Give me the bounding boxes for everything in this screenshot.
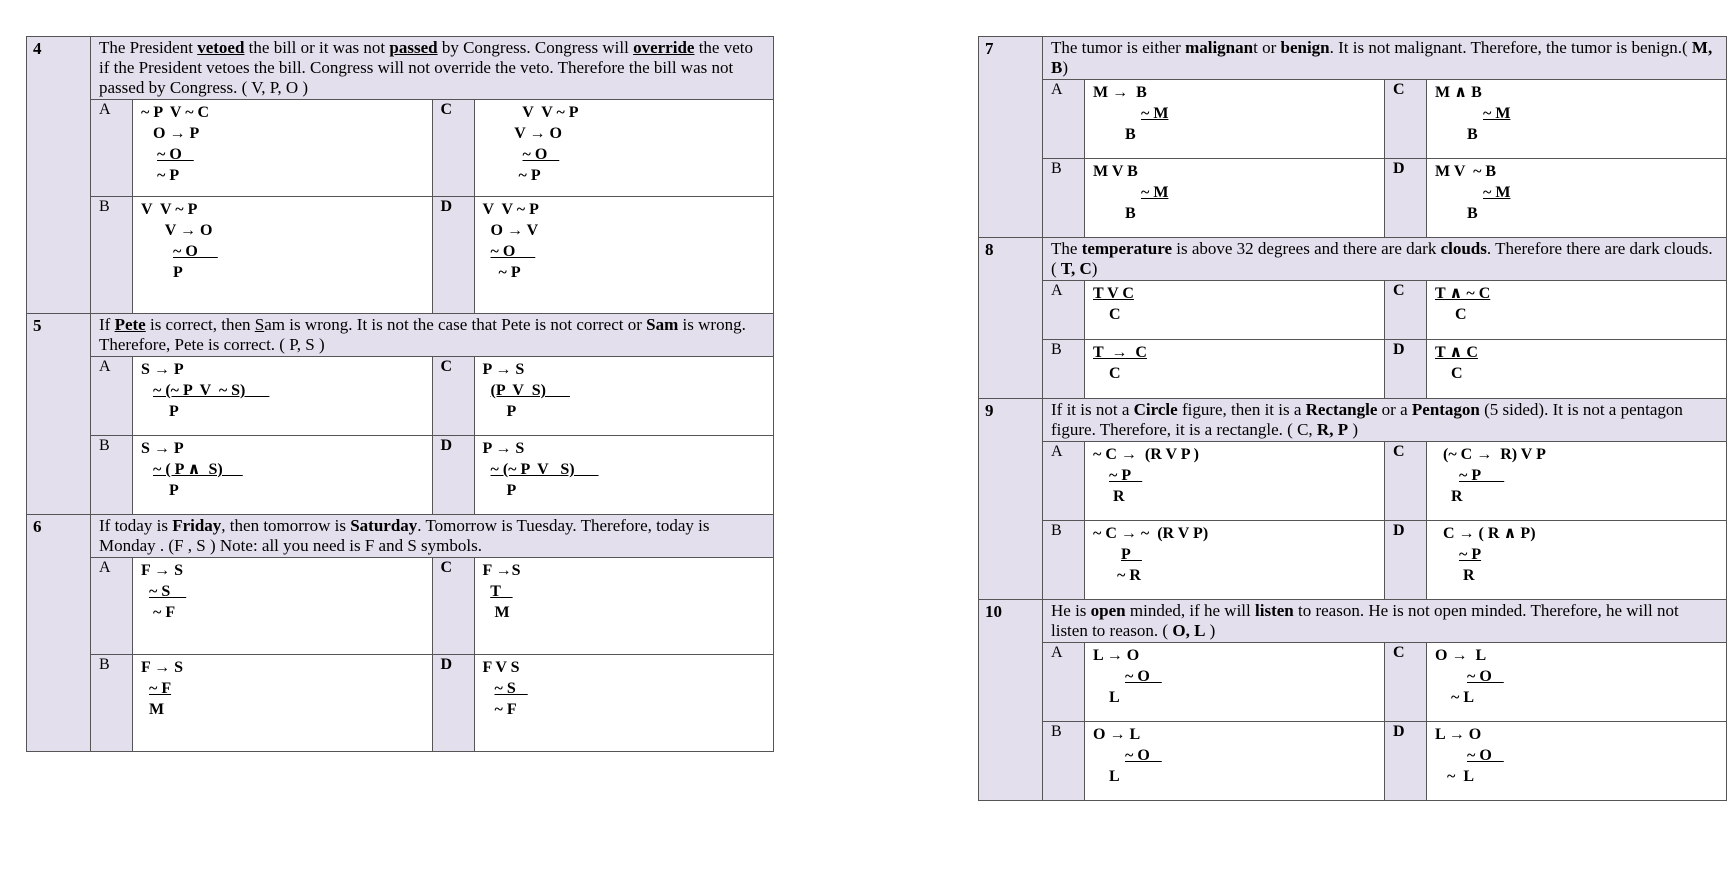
argument-line: ~ (~ P V ~ S) (153, 382, 270, 399)
option-letter: A (1043, 643, 1085, 721)
argument-line: S → P (141, 440, 184, 457)
answer-option-a[interactable] (1043, 643, 1384, 721)
answer-option-b[interactable] (91, 655, 432, 751)
answer-option-d[interactable] (1384, 340, 1726, 398)
option-letter: D (1385, 340, 1427, 398)
argument-line: ~ P (1459, 467, 1505, 484)
argument-line: O → L (1435, 647, 1487, 664)
option-letter: B (91, 655, 133, 751)
option-letter: A (1043, 442, 1085, 520)
argument-line: ~ P (1459, 546, 1482, 563)
argument-line: V → O (141, 222, 213, 239)
argument-line: O → V (482, 222, 539, 239)
argument-line: R (1435, 567, 1475, 584)
argument-form (1427, 159, 1726, 237)
argument-line: O → L (1093, 726, 1141, 743)
answer-option-b[interactable] (91, 197, 432, 313)
argument-line: O → P (141, 125, 200, 142)
question-number: 9 (979, 399, 1043, 599)
argument-form (1085, 340, 1384, 398)
question-stem: The tumor is either malignant or benign. It is not malignant. Therefore, the tumor is benign.( M, B) (1043, 37, 1726, 80)
option-letter: D (1385, 159, 1427, 237)
question-6 (26, 514, 774, 752)
answer-option-d[interactable] (432, 197, 774, 313)
option-letter: A (1043, 281, 1085, 339)
argument-line: P (482, 482, 517, 499)
answer-option-c[interactable] (1384, 643, 1726, 721)
option-letter: B (1043, 340, 1085, 398)
answer-option-d[interactable] (432, 436, 774, 514)
argument-line: B (1435, 205, 1478, 222)
answer-option-c[interactable] (432, 100, 774, 196)
answer-option-a[interactable] (91, 357, 432, 435)
argument-line: (P V S) (490, 382, 570, 399)
argument-line: T (490, 583, 513, 600)
argument-line: ~ O (490, 243, 536, 260)
argument-line: P (141, 264, 183, 281)
question-stem: The President vetoed the bill or it was not passed by Congress. Congress will override the veto if the President vetoes the bill. Congress will not override the veto. Therefore the bill was not passed by Congress. ( V, P, O ) (91, 37, 773, 100)
argument-form (475, 655, 774, 751)
question-4 (26, 36, 774, 313)
option-letter: C (433, 357, 475, 435)
argument-line: V V ~ P (482, 104, 579, 121)
argument-form (1427, 281, 1726, 339)
argument-line: (~ C → R) V P (1435, 446, 1546, 463)
question-number: 10 (979, 600, 1043, 800)
argument-line: L → O (1093, 647, 1140, 664)
question-stem: If today is Friday, then tomorrow is Saturday. Tomorrow is Tuesday. Therefore, today is Monday . (F , S ) Note: all you need is F and S symbols. (91, 515, 773, 558)
question-stem: If Pete is correct, then Sam is wrong. It is not the case that Pete is not correct or Sam is wrong. Therefore, Pete is correct. ( P, S ) (91, 314, 773, 357)
argument-line: ~ O (157, 146, 194, 163)
argument-line: B (1435, 126, 1478, 143)
option-letter: B (91, 436, 133, 514)
argument-line: ~ C → (R V P ) (1093, 446, 1199, 463)
argument-line: L → O (1435, 726, 1482, 743)
argument-form (133, 197, 432, 313)
argument-line: V V ~ P (482, 201, 539, 218)
argument-form (1427, 521, 1726, 599)
answer-option-c[interactable] (1384, 442, 1726, 520)
argument-line: ~ O (1467, 668, 1504, 685)
argument-form (133, 655, 432, 751)
answer-option-a[interactable] (1043, 281, 1384, 339)
argument-line: T ∧ ~ C (1435, 285, 1491, 302)
argument-line: M V B (1093, 163, 1138, 180)
argument-line: M (482, 604, 510, 621)
option-letter: B (1043, 521, 1085, 599)
question-number: 4 (27, 37, 91, 313)
right-question-column (978, 36, 1727, 801)
option-letter: D (433, 436, 475, 514)
argument-form (475, 436, 774, 514)
argument-line: ~ S (494, 680, 528, 697)
argument-line: R (1435, 488, 1463, 505)
answer-option-b[interactable] (91, 436, 432, 514)
argument-line: M (141, 701, 165, 718)
option-letter: D (433, 197, 475, 313)
answer-option-a[interactable] (91, 558, 432, 654)
argument-line: P → S (482, 440, 525, 457)
option-letter: A (91, 100, 133, 196)
option-letter: B (1043, 722, 1085, 800)
argument-line: B (1093, 205, 1136, 222)
question-number: 7 (979, 37, 1043, 237)
argument-line: S → P (141, 361, 184, 378)
argument-form (1085, 521, 1384, 599)
answer-option-c[interactable] (432, 357, 774, 435)
argument-line: F → S (141, 562, 184, 579)
argument-form (133, 357, 432, 435)
argument-line: T → C (1093, 344, 1147, 361)
argument-line: T ∧ C (1435, 344, 1478, 361)
answer-option-b[interactable] (1043, 159, 1384, 237)
answer-option-b[interactable] (1043, 340, 1384, 398)
argument-line: ~ P (1109, 467, 1143, 484)
argument-line: ~ P (141, 167, 180, 184)
argument-line: ~ C → ~ (R V P) (1093, 525, 1209, 542)
argument-line: M → B (1093, 84, 1147, 101)
argument-line: P (141, 482, 179, 499)
option-letter: C (433, 558, 475, 654)
answer-option-d[interactable] (432, 655, 774, 751)
argument-line: ~ L (1435, 768, 1474, 785)
argument-line: C (1435, 306, 1467, 323)
argument-line: ~ M (1141, 105, 1169, 122)
answer-option-c[interactable] (432, 558, 774, 654)
argument-line: P (1121, 546, 1142, 563)
answer-option-c[interactable] (1384, 80, 1726, 158)
argument-line: ~ O (1125, 747, 1162, 764)
argument-line: L (1093, 689, 1120, 706)
option-letter: A (1043, 80, 1085, 158)
argument-form (1427, 442, 1726, 520)
argument-line: ~ O (173, 243, 218, 260)
argument-line: F → S (141, 659, 184, 676)
question-7 (978, 36, 1727, 237)
argument-line: ~ O (522, 146, 560, 163)
option-letter: B (91, 197, 133, 313)
argument-line: C (1093, 306, 1121, 323)
argument-line: P (141, 403, 179, 420)
argument-form (475, 197, 774, 313)
left-question-column (26, 36, 774, 752)
argument-form (475, 558, 774, 654)
argument-form (133, 558, 432, 654)
argument-line: ~ ( P ∧ S) (153, 461, 243, 478)
argument-form (133, 436, 432, 514)
option-letter: C (433, 100, 475, 196)
question-8 (978, 237, 1727, 398)
argument-line: ~ O (1467, 747, 1504, 764)
argument-form (1427, 722, 1726, 800)
argument-line: ~ M (1483, 184, 1511, 201)
argument-line: P (482, 403, 517, 420)
option-letter: C (1385, 442, 1427, 520)
option-letter: D (1385, 722, 1427, 800)
answer-option-a[interactable] (1043, 80, 1384, 158)
option-letter: A (91, 357, 133, 435)
argument-line: ~ R (1093, 567, 1141, 584)
argument-line: ~ M (1483, 105, 1511, 122)
argument-line: F →S (482, 562, 521, 579)
answer-option-c[interactable] (1384, 281, 1726, 339)
answer-option-a[interactable] (1043, 442, 1384, 520)
argument-line: T V C (1093, 285, 1134, 302)
argument-line: M ∧ B (1435, 84, 1482, 101)
question-stem: The temperature is above 32 degrees and there are dark clouds. Therefore there are dark clouds. ( T, C) (1043, 238, 1726, 281)
question-number: 8 (979, 238, 1043, 398)
argument-line: ~ P (482, 167, 541, 184)
argument-line: C (1093, 365, 1121, 382)
argument-form (475, 357, 774, 435)
question-number: 5 (27, 314, 91, 514)
option-letter: D (1385, 521, 1427, 599)
argument-form (1427, 643, 1726, 721)
argument-line: P → S (482, 361, 525, 378)
argument-line: V V ~ P (141, 201, 198, 218)
argument-form (1085, 159, 1384, 237)
answer-option-b[interactable] (1043, 521, 1384, 599)
argument-form (1085, 80, 1384, 158)
argument-line: R (1093, 488, 1125, 505)
argument-line: F V S (482, 659, 520, 676)
argument-line: C → ( R ∧ P) (1435, 525, 1536, 542)
argument-line: B (1093, 126, 1136, 143)
argument-form (1085, 442, 1384, 520)
option-letter: C (1385, 643, 1427, 721)
argument-form (1085, 722, 1384, 800)
argument-form (475, 100, 774, 196)
argument-line: ~ S (149, 583, 187, 600)
option-letter: B (1043, 159, 1085, 237)
argument-form (1427, 80, 1726, 158)
answer-option-b[interactable] (1043, 722, 1384, 800)
argument-form (1085, 281, 1384, 339)
argument-line: ~ P V ~ C (141, 104, 210, 121)
argument-line: L (1093, 768, 1120, 785)
answer-option-d[interactable] (1384, 722, 1726, 800)
question-stem: He is open minded, if he will listen to reason. He is not open minded. Therefore, he will not listen to reason. ( O, L ) (1043, 600, 1726, 643)
option-letter: C (1385, 80, 1427, 158)
answer-option-d[interactable] (1384, 521, 1726, 599)
argument-line: ~ O (1125, 668, 1162, 685)
question-9 (978, 398, 1727, 599)
argument-form (1427, 340, 1726, 398)
argument-line: ~ M (1141, 184, 1169, 201)
question-stem: If it is not a Circle figure, then it is a Rectangle or a Pentagon (5 sided). It is not a pentagon figure. Therefore, it is a rectangle. ( C, R, P ) (1043, 399, 1726, 442)
argument-line: C (1435, 365, 1463, 382)
option-letter: C (1385, 281, 1427, 339)
answer-option-a[interactable] (91, 100, 432, 196)
option-letter: A (91, 558, 133, 654)
question-5 (26, 313, 774, 514)
argument-line: ~ P (482, 264, 521, 281)
argument-line: ~ L (1435, 689, 1474, 706)
argument-line: ~ (~ P V S) (490, 461, 599, 478)
answer-option-d[interactable] (1384, 159, 1726, 237)
argument-line: V → O (482, 125, 562, 142)
argument-form (133, 100, 432, 196)
argument-form (1085, 643, 1384, 721)
question-number: 6 (27, 515, 91, 751)
question-10 (978, 599, 1727, 801)
argument-line: ~ F (482, 701, 517, 718)
argument-line: ~ F (141, 604, 176, 621)
option-letter: D (433, 655, 475, 751)
argument-line: ~ F (149, 680, 172, 697)
argument-line: M V ~ B (1435, 163, 1497, 180)
